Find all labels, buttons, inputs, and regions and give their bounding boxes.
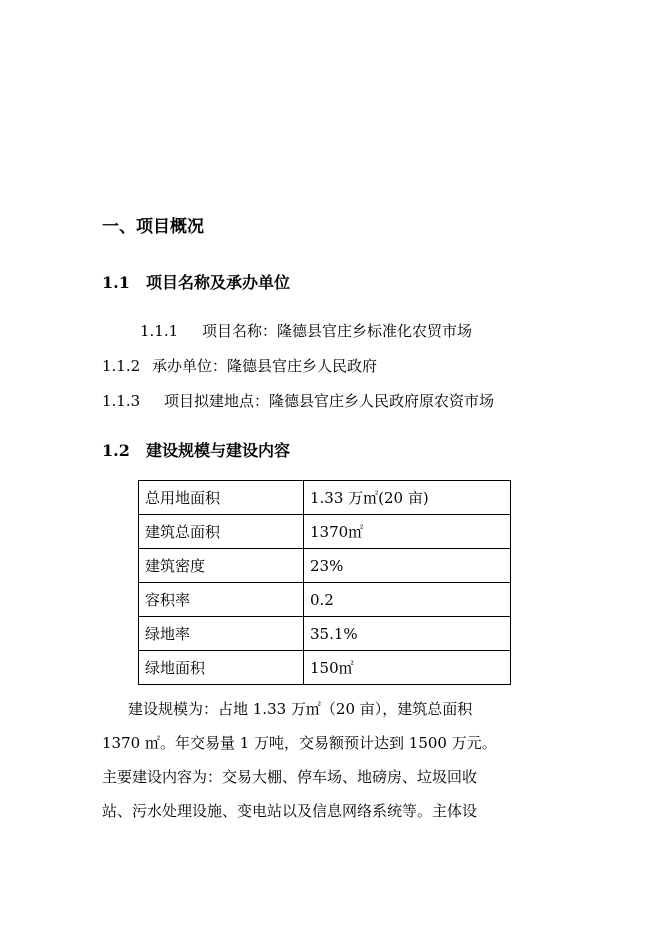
item-number: 1.1.2 <box>102 357 141 375</box>
item-text: 项目拟建地点：隆德县官庄乡人民政府原农资市场 <box>164 392 495 410</box>
item-number: 1.1.3 <box>102 392 141 410</box>
param-label: 建筑密度 <box>139 549 304 583</box>
parameters-table <box>138 480 511 685</box>
heading-number: 1.2 <box>102 441 130 460</box>
table-row <box>139 515 511 549</box>
heading-text: 建设规模与建设内容 <box>146 441 291 460</box>
param-label: 建筑总面积 <box>139 515 304 549</box>
heading-1-1 <box>102 270 290 293</box>
heading-1-2 <box>102 438 290 461</box>
heading-number: 1.1 <box>102 273 130 292</box>
paragraph-line: 1370 ㎡。年交易量 1 万吨，交易额预计达到 1500 万元。 <box>102 734 497 752</box>
paragraph-line: 站、污水处理设施、变电站以及信息网络系统等。主体设 <box>102 802 478 820</box>
item-text: 承办单位：隆德县官庄乡人民政府 <box>152 357 378 375</box>
table-row <box>139 549 511 583</box>
item-1-1-2 <box>102 355 377 376</box>
param-value: 35.1% <box>304 617 511 651</box>
param-value: 150㎡ <box>304 651 511 685</box>
param-label: 绿地率 <box>139 617 304 651</box>
item-number: 1.1.1 <box>140 322 179 340</box>
table-row <box>139 583 511 617</box>
table-row <box>139 651 511 685</box>
table-row <box>139 481 511 515</box>
param-label: 绿地面积 <box>139 651 304 685</box>
item-text: 项目名称：隆德县官庄乡标准化农贸市场 <box>202 322 473 340</box>
body-paragraph <box>102 692 562 828</box>
item-1-1-1 <box>140 320 472 341</box>
table-row <box>139 617 511 651</box>
param-value: 1.33 万㎡(20 亩) <box>304 481 511 515</box>
heading-text: 项目名称及承办单位 <box>146 273 291 292</box>
paragraph-line: 主要建设内容为：交易大棚、停车场、地磅房、垃圾回收 <box>102 768 478 786</box>
item-1-1-3 <box>102 390 494 411</box>
param-value: 0.2 <box>304 583 511 617</box>
section-title: 一、项目概况 <box>102 217 204 237</box>
paragraph-line: 建设规模为：占地 1.33 万㎡（20 亩），建筑总面积 <box>128 700 473 718</box>
param-label: 总用地面积 <box>139 481 304 515</box>
param-value: 23% <box>304 549 511 583</box>
param-value: 1370㎡ <box>304 515 511 549</box>
param-label: 容积率 <box>139 583 304 617</box>
